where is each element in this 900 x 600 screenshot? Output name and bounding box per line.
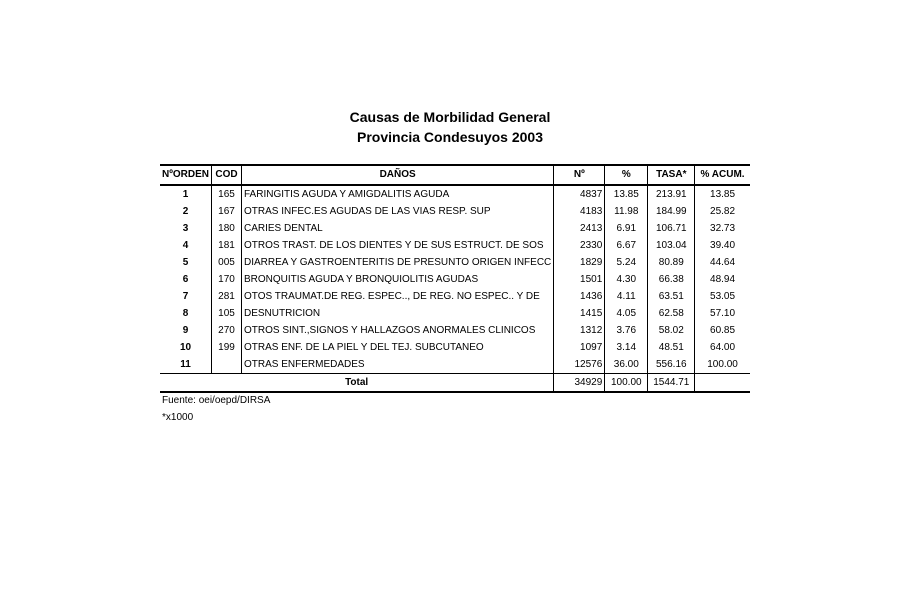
row-cod: 005: [212, 254, 242, 271]
row-dano: BRONQUITIS AGUDA Y BRONQUIOLITIS AGUDAS: [242, 271, 554, 288]
row-tasa: 48.51: [648, 339, 695, 356]
row-porcentaje: 3.14: [605, 339, 648, 356]
table-row: [160, 322, 750, 339]
row-numero: 4837: [554, 185, 605, 203]
source-note: Fuente: oei/oepd/DIRSA: [162, 395, 271, 406]
row-acumulado: 100.00: [695, 356, 750, 374]
row-acumulado: 48.94: [695, 271, 750, 288]
row-orden: 1: [182, 188, 189, 200]
total-porcentaje: 100.00: [605, 374, 648, 393]
row-acumulado: 60.85: [695, 322, 750, 339]
row-acumulado: 39.40: [695, 237, 750, 254]
morbidity-table: [160, 164, 750, 393]
row-tasa: 106.71: [648, 220, 695, 237]
row-acumulado: 44.64: [695, 254, 750, 271]
row-cod: 199: [212, 339, 242, 356]
title-line-1: Causas de Morbilidad General: [349, 109, 551, 125]
row-dano: CARIES DENTAL: [242, 220, 554, 237]
header-cod: COD: [212, 165, 242, 185]
row-cod: 181: [212, 237, 242, 254]
row-dano: FARINGITIS AGUDA Y AMIGDALITIS AGUDA: [242, 185, 554, 203]
row-cod: 281: [212, 288, 242, 305]
row-porcentaje: 13.85: [605, 185, 648, 203]
total-numero: 34929: [554, 374, 605, 393]
footnote: *x1000: [162, 412, 194, 423]
row-numero: 4183: [554, 203, 605, 220]
row-orden: 9: [182, 324, 189, 336]
table-row: [160, 356, 750, 374]
row-tasa: 62.58: [648, 305, 695, 322]
row-porcentaje: 4.11: [605, 288, 648, 305]
header-orden: NºORDEN: [160, 165, 212, 185]
row-acumulado: 53.05: [695, 288, 750, 305]
row-cod: 105: [212, 305, 242, 322]
row-acumulado: 25.82: [695, 203, 750, 220]
total-acumulado: [695, 374, 750, 393]
row-porcentaje: 4.05: [605, 305, 648, 322]
row-orden: 8: [182, 307, 189, 319]
row-numero: 1415: [554, 305, 605, 322]
row-numero: 1436: [554, 288, 605, 305]
row-dano: OTRAS ENFERMEDADES: [242, 356, 554, 374]
table-row: [160, 339, 750, 356]
header-numero: Nº: [554, 165, 605, 185]
row-acumulado: 32.73: [695, 220, 750, 237]
row-tasa: 58.02: [648, 322, 695, 339]
row-orden: 7: [182, 290, 189, 302]
header-acumulado: % ACUM.: [695, 165, 750, 185]
total-label: Total: [160, 374, 554, 393]
row-orden: 3: [182, 222, 189, 234]
row-orden: 5: [182, 256, 189, 268]
header-porcentaje: %: [605, 165, 648, 185]
table-row: [160, 237, 750, 254]
row-porcentaje: 3.76: [605, 322, 648, 339]
table-row: [160, 305, 750, 322]
row-tasa: 556.16: [648, 356, 695, 374]
row-cod: [212, 356, 242, 374]
notes: [162, 392, 270, 426]
row-acumulado: 64.00: [695, 339, 750, 356]
row-numero: 2330: [554, 237, 605, 254]
page-title: [0, 107, 900, 147]
total-tasa: 1544.71: [648, 374, 695, 393]
row-cod: 180: [212, 220, 242, 237]
table-row: [160, 203, 750, 220]
table-row: [160, 220, 750, 237]
row-dano: DESNUTRICION: [242, 305, 554, 322]
row-numero: 1312: [554, 322, 605, 339]
table-body: [160, 185, 750, 374]
row-porcentaje: 5.24: [605, 254, 648, 271]
row-acumulado: 13.85: [695, 185, 750, 203]
row-numero: 1097: [554, 339, 605, 356]
table-row: [160, 271, 750, 288]
row-cod: 165: [212, 185, 242, 203]
row-cod: 170: [212, 271, 242, 288]
row-orden: 10: [179, 341, 192, 353]
row-acumulado: 57.10: [695, 305, 750, 322]
row-tasa: 184.99: [648, 203, 695, 220]
row-tasa: 103.04: [648, 237, 695, 254]
total-row: [160, 374, 750, 393]
row-dano: OTROS SINT.,SIGNOS Y HALLAZGOS ANORMALES CLINICOS: [242, 322, 554, 339]
table-row: [160, 254, 750, 271]
row-dano: OTROS TRAST. DE LOS DIENTES Y DE SUS ESTRUCT. DE SOS: [242, 237, 554, 254]
title-line-2: Provincia Condesuyos 2003: [357, 129, 543, 145]
row-tasa: 213.91: [648, 185, 695, 203]
header-tasa: TASA*: [648, 165, 695, 185]
row-numero: 1829: [554, 254, 605, 271]
row-dano: OTRAS INFEC.ES AGUDAS DE LAS VIAS RESP. SUP: [242, 203, 554, 220]
row-numero: 2413: [554, 220, 605, 237]
row-tasa: 63.51: [648, 288, 695, 305]
row-orden: 4: [182, 239, 189, 251]
row-tasa: 80.89: [648, 254, 695, 271]
row-porcentaje: 6.67: [605, 237, 648, 254]
row-dano: OTOS TRAUMAT.DE REG. ESPEC.., DE REG. NO ESPEC.. Y DE: [242, 288, 554, 305]
row-porcentaje: 36.00: [605, 356, 648, 374]
row-orden: 11: [180, 358, 191, 370]
table-row: [160, 185, 750, 203]
header-danos: DAÑOS: [242, 165, 554, 185]
table-header-row: [160, 165, 750, 185]
row-dano: OTRAS ENF. DE LA PIEL Y DEL TEJ. SUBCUTANEO: [242, 339, 554, 356]
row-orden: 2: [182, 205, 189, 217]
row-tasa: 66.38: [648, 271, 695, 288]
row-porcentaje: 6.91: [605, 220, 648, 237]
row-orden: 6: [182, 273, 189, 285]
row-numero: 1501: [554, 271, 605, 288]
row-numero: 12576: [554, 356, 605, 374]
row-cod: 270: [212, 322, 242, 339]
row-cod: 167: [212, 203, 242, 220]
row-porcentaje: 11.98: [605, 203, 648, 220]
table-row: [160, 288, 750, 305]
row-porcentaje: 4.30: [605, 271, 648, 288]
row-dano: DIARREA Y GASTROENTERITIS DE PRESUNTO ORIGEN INFECC: [242, 254, 554, 271]
